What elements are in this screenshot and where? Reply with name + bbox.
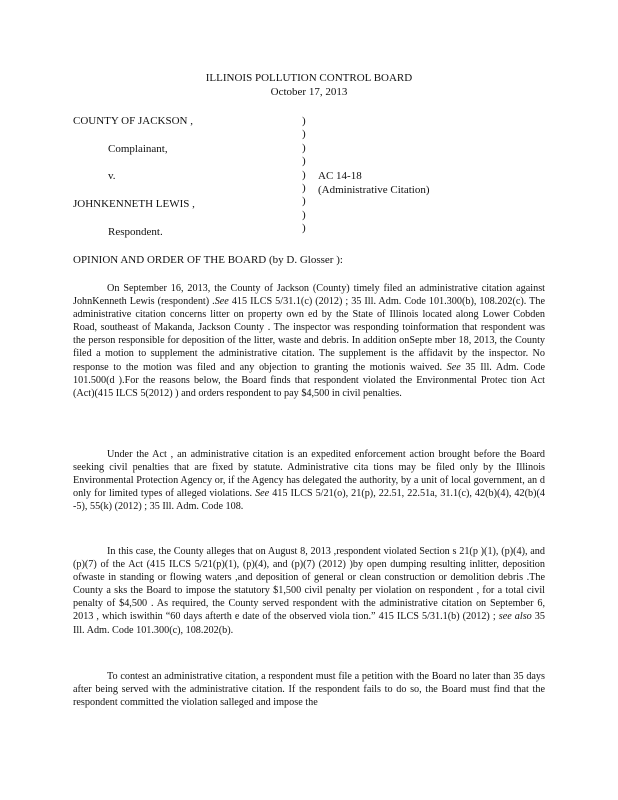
opinion-heading: OPINION AND ORDER OF THE BOARD (by D. Glosser ): (73, 254, 343, 266)
paren: ) (302, 208, 306, 221)
respondent-name: JOHNKENNETH LEWIS , (73, 198, 195, 210)
paren: ) (302, 155, 306, 168)
case-type: (Administrative Citation) (318, 184, 430, 196)
versus-label: v. (108, 170, 116, 182)
paren: ) (302, 168, 306, 181)
document-date: October 17, 2013 (270, 86, 348, 98)
caption-parentheses (302, 115, 312, 236)
paragraph-1: On September 16, 2013, the County of Jackson (County) timely filed an administrative citation against JohnKenneth Lewis (respondent) .See 415 ILCS 5/31.1(c) (2012) ; 35 Ill. Adm. Code 101.300(b), 108.202(c). The administrative citation concerns litter on property own ed by the State of Illinois located along Lower Cobden Road, southeast of Makanda, Jackson County . The inspector was responding toinformation that respondent was the person responsible for deposition of the litter, waste and debris. In addition onSepte mber 18, 2013, the County filed a motion to supplement the administrative citation. The supplement is the affidavit by the inspector. No response to the motion was filed and any objection to granting the motionis waived. See 35 Ill. Adm. Code 101.500(d ).For the reasons below, the Board finds that respondent violated the Environmental Protec tion Act (Act)(415 ILCS 5(2012) ) and orders respondent to pay $4,500 in civil penalties. (73, 283, 546, 399)
complainant-label: Complainant, (108, 143, 168, 155)
paren: ) (302, 128, 306, 141)
paren: ) (302, 141, 306, 154)
paren: ) (302, 181, 306, 194)
board-title: ILLINOIS POLLUTION CONTROL BOARD (205, 72, 413, 84)
paragraph-4: To contest an administrative citation, a respondent must file a petition with the Board no later than 35 days after being served with the administrative citation. If the respondent fails to do so, the Board must find that the respondent committed the violation salleged and impose the (73, 671, 545, 709)
case-number: AC 14-18 (318, 170, 362, 182)
paragraph-3: In this case, the County alleges that on August 8, 2013 ,respondent violated Section s 21(p )(1), (p)(4), and (p)(7) of the Act (415 ILCS 5/21(p)(1), (p)(4), and (p)(7) (2012) )by open dumping resulting inlitter, deposition ofwaste in standing or flowing waters ,and deposition of general or clean construction or demolition debris .The County a sks the Board to impose the statutory $1,500 civil penalty per violation on respondent , for a total civil penalty of $4,500 . As required, the County served respondent with the administrative citation on September 6, 2013 , which iswithin “60 days afterth e date of the observed viola tion.” 415 ILCS 5/31.1(b) (2012) ; see also 35 Ill. Adm. Code 101.300(c), 108.202(b). (73, 546, 545, 636)
paren: ) (302, 222, 306, 235)
respondent-label: Respondent. (108, 226, 163, 238)
paren: ) (302, 195, 306, 208)
plaintiff-name: COUNTY OF JACKSON , (73, 115, 193, 127)
paragraph-2: Under the Act , an administrative citation is an expedited enforcement action brought before the Board seeking civil penalties that are fixed by statute. Administrative cita tions may be filed only by the Illinois Environmental Protection Agency or, if the Agency has delegated the authority, by a unit of local government, an d only for limited types of alleged violations. See 415 ILCS 5/21(o), 21(p), 22.51, 22.51a, 31.1(c), 42(b)(4), 42(b)(4 -5), 55(k) (2012) ; 35 Ill. Adm. Code 108. (73, 449, 545, 513)
paren: ) (302, 115, 306, 127)
